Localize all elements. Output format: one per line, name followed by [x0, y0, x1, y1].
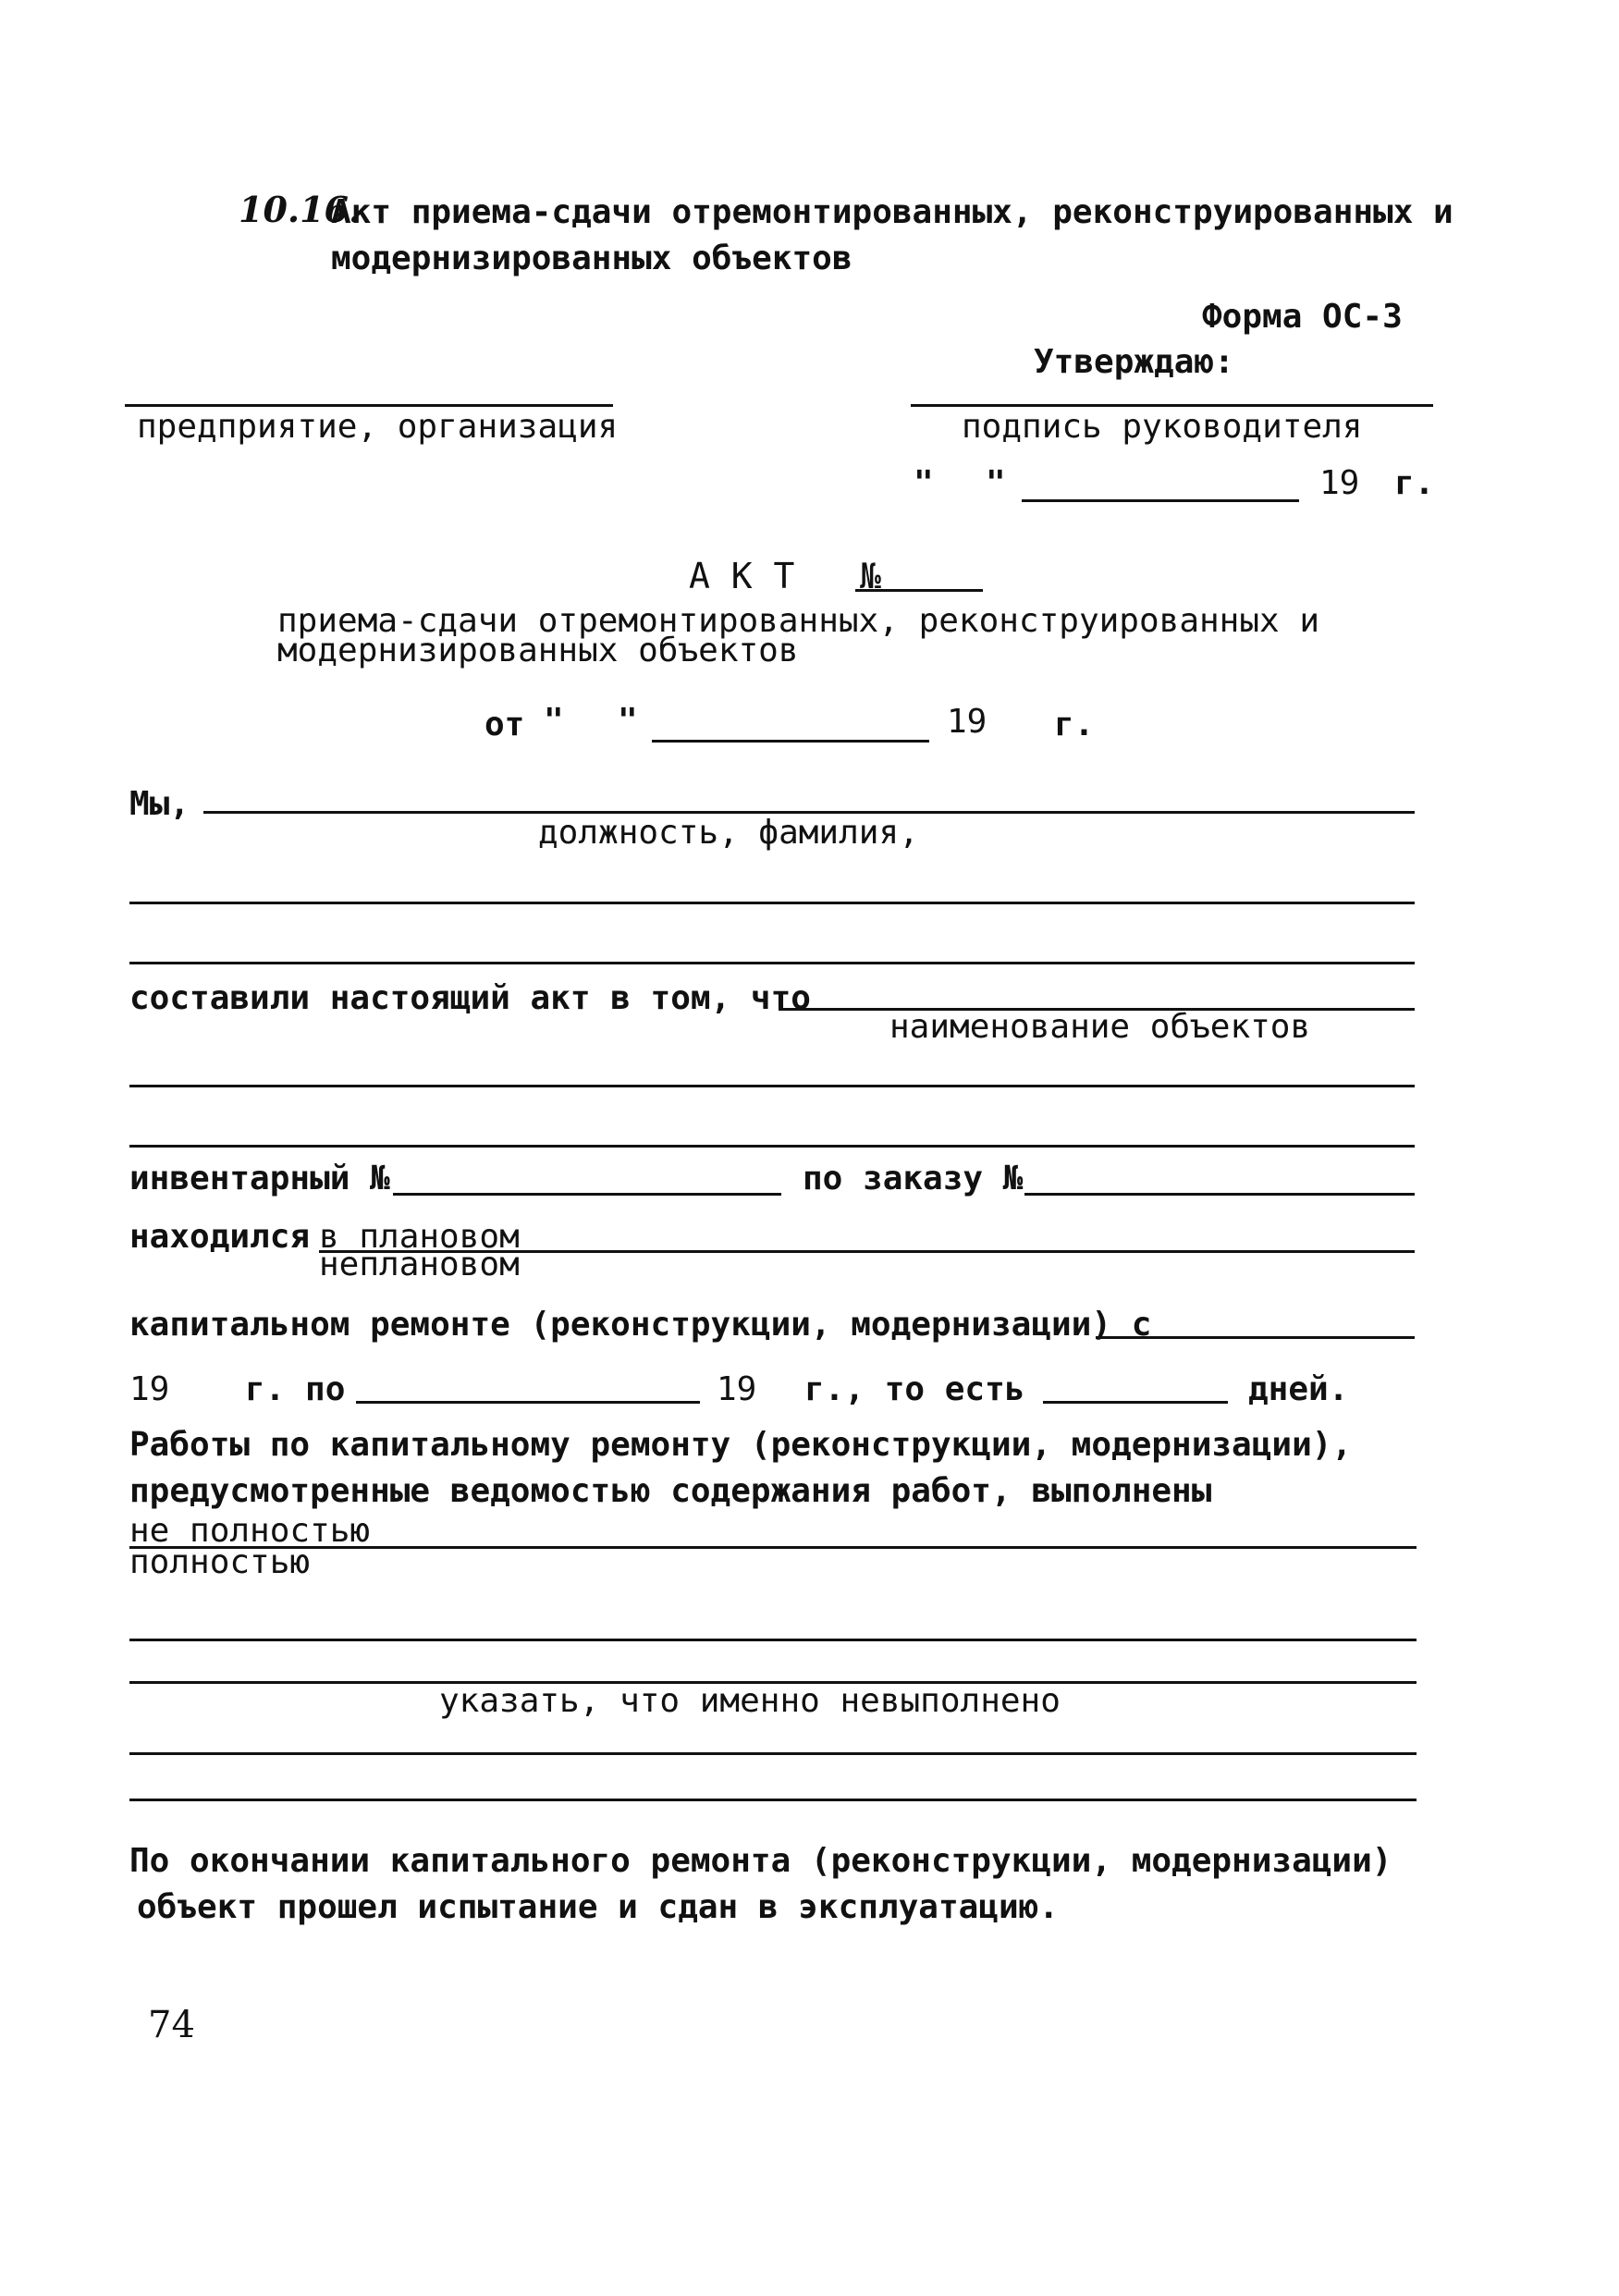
was-in-label: находился [129, 1218, 311, 1256]
unfulfilled-line-3[interactable] [129, 1752, 1417, 1755]
fully-option[interactable]: полностью [129, 1543, 311, 1581]
heading-line-1: Акт приема-сдачи отремонтированных, реконструированных и [331, 193, 1453, 231]
act-year-suffix: г. [1054, 706, 1095, 743]
form-code: Форма ОС-3 [1202, 298, 1403, 336]
g-that-is-label: г., то есть [804, 1370, 1025, 1408]
section-number: 10.16. [239, 189, 362, 230]
works-line-2: предусмотренные ведомостью содержания работ, выполнены [129, 1472, 1212, 1510]
approval-date-quote-close: " [986, 464, 1006, 502]
repair-end-line[interactable] [356, 1401, 700, 1404]
signature-line[interactable] [911, 404, 1433, 407]
objects-line-3[interactable] [129, 1145, 1415, 1148]
repair-start-line[interactable] [1096, 1336, 1415, 1339]
compiled-label: составили настоящий акт в том, что [129, 979, 811, 1017]
approval-date-quote-open: " [914, 464, 934, 502]
act-title: А К Т [689, 556, 795, 596]
capital-repair-label: капитальном ремонте (реконструкции, модернизации) с [129, 1306, 1152, 1344]
page-number: 74 [148, 2004, 195, 2046]
signature-caption: подпись руководителя [962, 408, 1363, 446]
planned-option[interactable]: в плановом [319, 1218, 520, 1256]
objects-line-2[interactable] [129, 1085, 1415, 1087]
order-line[interactable] [1024, 1193, 1415, 1196]
g-po-label: г. по [245, 1370, 346, 1408]
inventory-line[interactable] [393, 1193, 781, 1196]
not-fully-option[interactable]: не полностью [129, 1512, 371, 1550]
enterprise-line[interactable] [125, 404, 613, 407]
days-count-line[interactable] [1043, 1401, 1228, 1404]
unfulfilled-line-4[interactable] [129, 1799, 1417, 1801]
days-label: дней. [1248, 1370, 1349, 1408]
act-subtitle-1: приема-сдачи отремонтированных, реконструированных и [277, 602, 1320, 640]
position-caption: должность, фамилия, [538, 814, 919, 852]
participants-line-1[interactable] [129, 902, 1415, 904]
inventory-label: инвентарный № [129, 1160, 390, 1197]
act-year-prefix: 19 [947, 703, 987, 741]
approval-year-prefix: 19 [1319, 464, 1360, 502]
act-date-quote-close: " [618, 702, 638, 740]
act-date-from: от [484, 706, 525, 743]
act-number-sign: № [860, 556, 881, 596]
year2-label: 19 [717, 1370, 757, 1408]
not-done-caption: указать, что именно невыполнено [439, 1682, 1061, 1720]
we-label: Мы, [129, 785, 190, 823]
participants-line-2[interactable] [129, 962, 1415, 964]
act-number-line[interactable] [855, 589, 983, 592]
approve-label: Утверждаю: [1034, 343, 1234, 381]
act-date-quote-open: " [544, 702, 564, 740]
approval-date-line[interactable] [1022, 499, 1299, 502]
unplanned-option[interactable]: неплановом [319, 1246, 520, 1283]
enterprise-caption: предприятие, организация [137, 408, 619, 446]
act-subtitle-2: модернизированных объектов [277, 632, 799, 669]
approval-year-suffix: г. [1394, 464, 1435, 502]
works-line-1: Работы по капитальному ремонту (реконструкции, модернизации), [129, 1426, 1353, 1464]
unfulfilled-line-1[interactable] [129, 1639, 1417, 1641]
year1-label: 19 [129, 1370, 170, 1408]
not-fully-line[interactable] [129, 1546, 1417, 1549]
order-label: по заказу № [803, 1160, 1024, 1197]
act-date-line[interactable] [652, 740, 929, 743]
final-line-2: объект прошел испытание и сдан в эксплуатацию. [137, 1888, 1059, 1926]
objects-caption: наименование объектов [889, 1008, 1311, 1046]
final-line-1: По окончании капитального ремонта (реконструкции, модернизации) [129, 1842, 1392, 1880]
heading-line-2: модернизированных объектов [331, 239, 852, 277]
